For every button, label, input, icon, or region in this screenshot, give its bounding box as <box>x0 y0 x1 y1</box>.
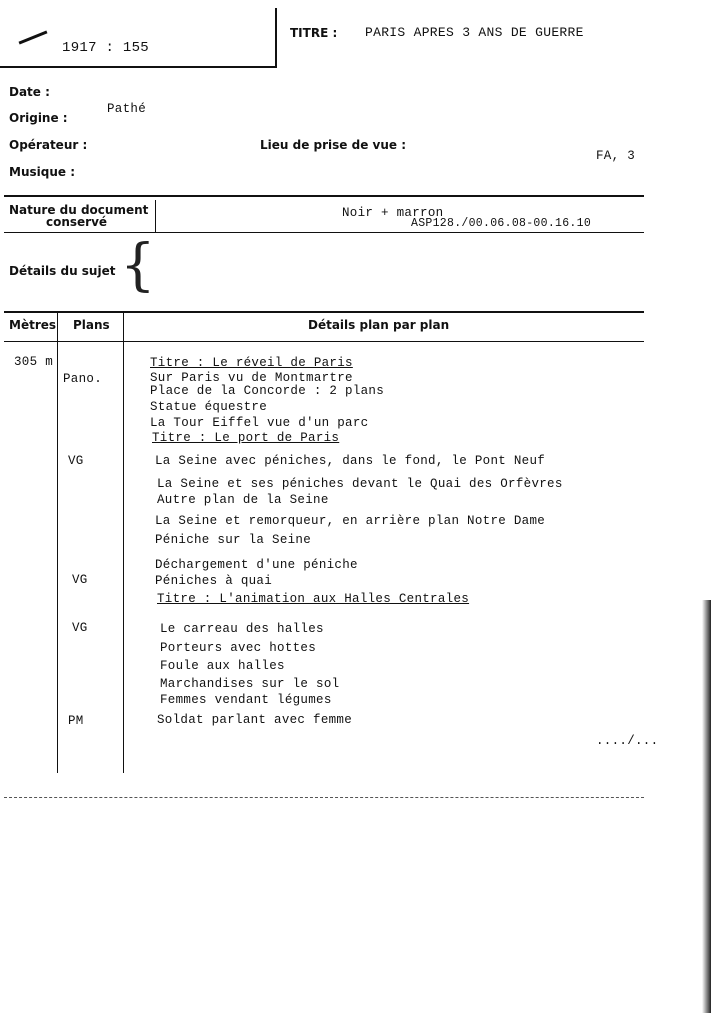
detail-line: Péniche sur la Seine <box>155 533 312 547</box>
col-divider-1 <box>57 313 58 773</box>
table-header-rule <box>4 341 644 342</box>
fa-code: FA, 3 <box>596 149 636 163</box>
titre-value: PARIS APRES 3 ANS DE GUERRE <box>365 25 584 40</box>
musique-label: Musique : <box>9 165 75 179</box>
nature-bottom-rule <box>4 232 644 233</box>
detail-line: La Seine avec péniches, dans le fond, le Pont Neuf <box>155 454 546 468</box>
detail-line: La Tour Eiffel vue d'un parc <box>150 416 369 430</box>
bottom-dashed-rule <box>4 797 644 798</box>
col-plans-header: Plans <box>73 318 110 332</box>
detail-line: Péniches à quai <box>155 574 273 588</box>
table-top-rule <box>4 311 644 313</box>
nature-bracket <box>155 200 156 232</box>
plan-entry: PM <box>68 714 84 728</box>
detail-line: Déchargement d'une péniche <box>155 558 358 572</box>
lieu-label: Lieu de prise de vue : <box>260 138 406 152</box>
operateur-label: Opérateur : <box>9 138 88 152</box>
col-details-header: Détails plan par plan <box>308 318 450 332</box>
detail-line: La Seine et remorqueur, en arrière plan Notre Dame <box>155 514 546 528</box>
continuation-marker: ..../... <box>596 734 659 748</box>
origine-label: Origine : <box>9 111 68 125</box>
detail-line: Soldat parlant avec femme <box>157 713 353 727</box>
header-box-right-border <box>275 8 277 68</box>
metres-value: 305 m <box>14 355 54 369</box>
plan-entry: VG <box>72 621 88 635</box>
col-metres-header: Mètres <box>9 318 57 332</box>
detail-line: La Seine et ses péniches devant le Quai des Orfèvres <box>157 477 563 491</box>
date-label: Date : <box>9 85 50 99</box>
reference-number: 1917 : 155 <box>62 40 150 56</box>
detail-line: Titre : Le réveil de Paris <box>150 356 353 370</box>
plan-entry: VG <box>72 573 88 587</box>
nature-top-rule <box>4 195 644 197</box>
details-sujet-label: Détails du sujet <box>9 264 116 278</box>
plan-entry: Pano. <box>63 372 103 386</box>
detail-line: Place de la Concorde : 2 plans <box>150 384 385 398</box>
nature-label-line2: conservé <box>46 215 108 229</box>
titre-label: TITRE : <box>290 26 338 40</box>
details-sujet-brace: { <box>120 233 156 298</box>
nature-label-line1: Nature du document <box>9 203 149 217</box>
detail-line: Femmes vendant légumes <box>160 693 332 707</box>
origine-value: Pathé <box>107 102 147 116</box>
detail-line: Titre : L'animation aux Halles Centrales <box>157 592 470 606</box>
detail-line: Marchandises sur le sol <box>160 677 340 691</box>
col-divider-2 <box>123 313 124 773</box>
detail-line: Statue équestre <box>150 400 268 414</box>
header-box-bottom-border <box>0 66 277 68</box>
detail-line: Autre plan de la Seine <box>157 493 329 507</box>
detail-line: Sur Paris vu de Montmartre <box>150 371 353 385</box>
plan-entry: VG <box>68 454 84 468</box>
page-edge-shadow <box>702 600 711 1013</box>
detail-line: Le carreau des halles <box>160 622 324 636</box>
nature-value: Noir + marron <box>342 206 444 220</box>
detail-line: Porteurs avec hottes <box>160 641 317 655</box>
detail-line: Foule aux halles <box>160 659 285 673</box>
detail-line: Titre : Le port de Paris <box>152 431 340 445</box>
corner-mark <box>19 30 48 44</box>
nature-code: ASP128./00.06.08-00.16.10 <box>411 217 592 230</box>
